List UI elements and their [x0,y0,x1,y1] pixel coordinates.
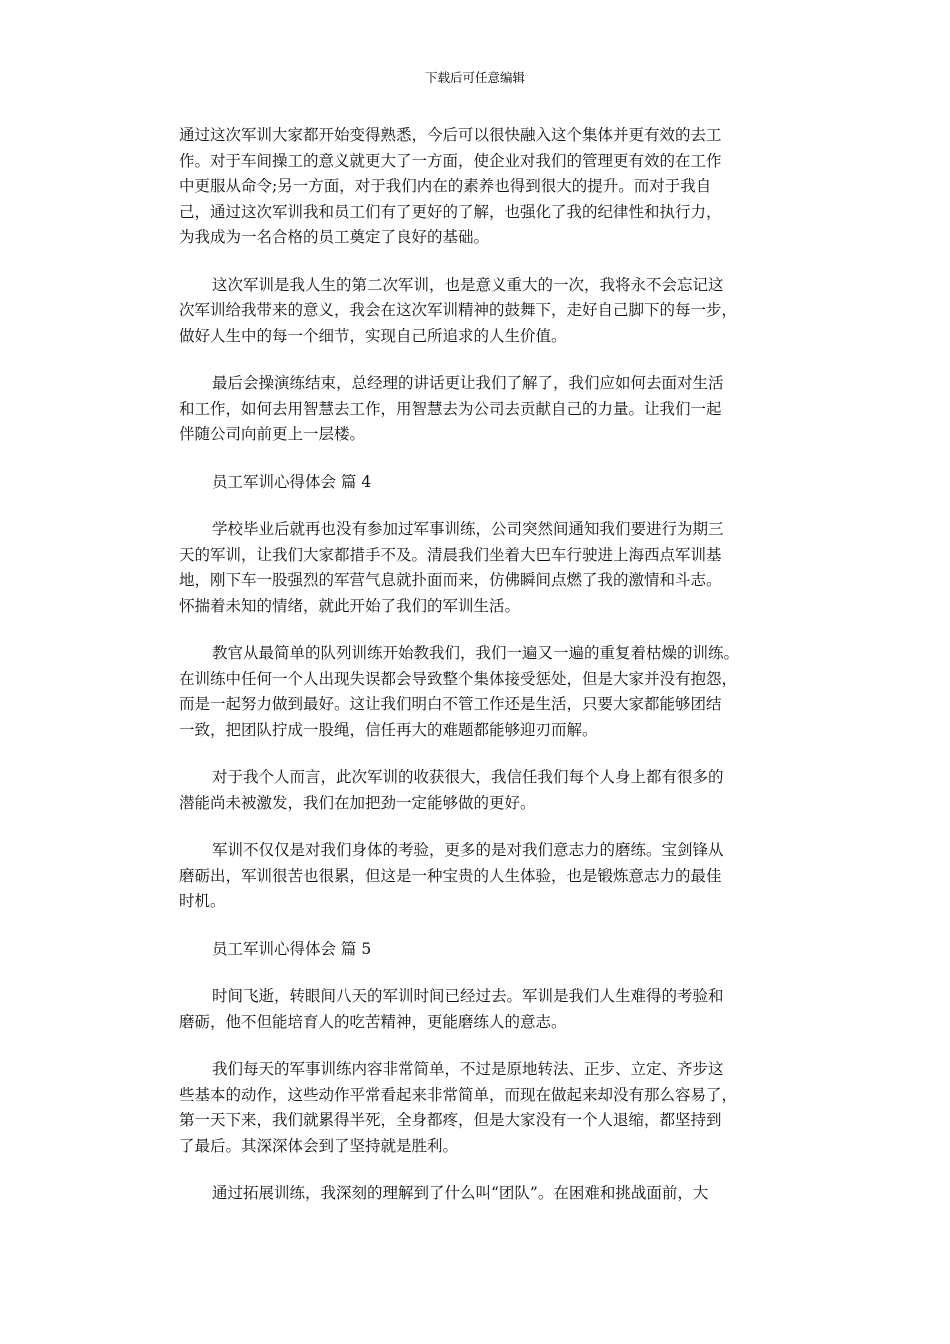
text-line: 为我成为一名合格的员工奠定了良好的基础。 [179,228,490,246]
page-header: 下载后可任意编辑 [424,70,525,85]
text-line: 磨砺，他不但能培育人的吃苦精神，更能磨练人的意志。 [179,1012,567,1031]
section-heading: 员工军训心得体会 篇 4 [212,472,372,491]
paragraph [179,838,779,915]
text-line: 军训不仅仅是对我们身体的考验，更多的是对我们意志力的磨练。宝剑锋从 [212,841,724,859]
section-heading: 员工军训心得体会 篇 5 [212,939,372,958]
text-line: 时间飞逝，转眼间八天的军训时间已经过去。军训是我们人生难得的考验和 [212,987,724,1005]
text-line: 通过拓展训练，我深刻的理解到了什么叫“团队”。在困难和挑战面前，大 [212,1184,709,1202]
text-line: 地，刚下车一股强烈的军营气息就扑面而来，仿佛瞬间点燃了我的激情和斗志。 [179,571,722,589]
text-line: 己，通过这次军训我和员工们有了更好的了解，也强化了我的纪律性和执行力， [179,202,722,221]
paragraph [179,1057,779,1159]
text-line: 最后会操演练结束，总经理的讲话更让我们了解了，我们应如何去面对生活 [212,374,724,392]
paragraph [179,1181,779,1207]
text-line: 作。对于车间操工的意义就更大了一方面，使企业对我们的管理更有效的在工作 [179,151,722,170]
text-line: 潜能尚未被激发，我们在加把劲一定能够做的更好。 [179,793,536,812]
text-line: 磨砺出，军训很苦也很累，但这是一种宝贵的人生体验，也是锻炼意志力的最佳 [179,866,722,885]
text-line: 些基本的动作，这些动作平常看起来非常简单，而现在做起来却没有那么容易了， [179,1085,738,1104]
paragraph [179,517,779,619]
text-line: 怀揣着未知的情绪，就此开始了我们的军训生活。 [179,596,521,615]
paragraph [179,984,779,1035]
paragraph [179,273,779,350]
text-line: 这次军训是我人生的第二次军训，也是意义重大的一次，我将永不会忘记这 [212,275,724,294]
document-body [179,123,779,1229]
text-line: 了最后。其深深体会到了坚持就是胜利。 [179,1136,459,1155]
text-line: 第一天下来，我们就累得半死，全身都疼，但是大家没有一个人退缩，都坚持到 [179,1111,722,1129]
text-line: 教官从最简单的队列训练开始教我们，我们一遍又一遍的重复着枯燥的训练。 [212,644,740,662]
text-line: 我们每天的军事训练内容非常简单，不过是原地转法、正步、立定、齐步这 [212,1060,724,1078]
text-line: 时机。 [179,892,226,910]
text-line: 通过这次军训大家都开始变得熟悉，今后可以很快融入这个集体并更有效的去工 [179,126,722,144]
paragraph [179,123,779,251]
paragraph [179,765,779,816]
text-line: 次军训给我带来的意义，我会在这次军训精神的鼓舞下，走好自己脚下的每一步， [179,301,738,319]
text-line: 做好人生中的每一个细节，实现自己所追求的人生价值。 [179,326,567,345]
text-line: 和工作，如何去用智慧去工作，用智慧去为公司去贡献自己的力量。让我们一起 [179,399,722,418]
text-line: 一致，把团队拧成一股绳，信任再大的难题都能够迎刃而解。 [179,720,598,739]
text-line: 学校毕业后就再也没有参加过军事训练，公司突然间通知我们要进行为期三 [212,520,724,538]
paragraph [179,641,779,743]
text-line: 对于我个人而言，此次军训的收获很大，我信任我们每个人身上都有很多的 [212,768,724,786]
text-line: 而是一起努力做到最好。这让我们明白不管工作还是生活，只要大家都能够团结 [179,695,722,713]
text-line: 天的军训，让我们大家都措手不及。清晨我们坐着大巴车行驶进上海西点军训基 [179,545,722,564]
paragraph [179,371,779,448]
text-line: 伴随公司向前更上一层楼。 [179,425,366,443]
text-line: 中更服从命令;另一方面，对于我们内在的素养也得到很大的提升。而对于我自 [179,177,712,195]
text-line: 在训练中任何一个人出现失误都会导致整个集体接受惩处，但是大家并没有抱怨， [179,669,738,688]
